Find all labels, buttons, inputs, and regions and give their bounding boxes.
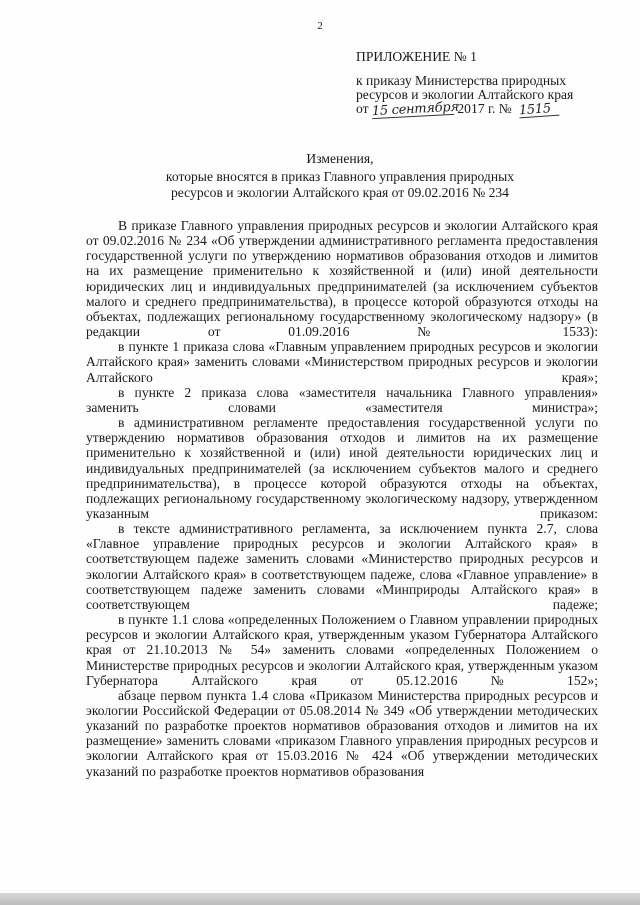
handwritten-number: 1515 [519, 103, 560, 119]
appendix-date-line [356, 99, 606, 120]
page-number: 2 [317, 20, 323, 32]
appendix-line-1: к приказу Министерства природных [356, 73, 567, 88]
from-prefix: от [356, 101, 369, 116]
paragraph-point-1-4: абзаце первом пункта 1.4 слова «Приказом Министерства природных ресурсов и экологии Российской Федерации от 05.08.2014 № 349 «Об утверждении методических указаний по разработке проектов нормативов образования отходов и лимитов на их размещение» заменить словами «приказом Главного управления природных ресурсов и экологии Алтайского края от 15.03.2016 № 424 «Об утверждении методических указаний по разработке проектов нормативов образования [86, 687, 598, 779]
year-text: 2017 г. № [457, 101, 512, 116]
heading-title: Изменения, [306, 151, 374, 166]
document-heading [80, 151, 600, 201]
heading-line-2: ресурсов и экологии Алтайского края от 09.02.2016 № 234 [171, 185, 509, 200]
appendix-block [356, 49, 606, 120]
paragraph-text-replace: в тексте административного регламента, за исключением пункта 2.7, слова «Главное управление природных ресурсов и экологии Алтайского края» в соответствующем падеже заменить словами «Министерство природных ресурсов и экологии Алтайского края» в соответствующем падеже, слова «Главное управление» в соответствующем падеже заменить словами «Минприроды Алтайского края» в соответствующем падеже; [86, 521, 598, 612]
handwritten-date: 15 сентября [371, 99, 459, 120]
scan-edge-strip [0, 893, 640, 905]
paragraph-regulation: в административном регламенте предоставления государственной услуги по утверждению нормативов образования отходов и лимитов на их размещение применительно к хозяйственной и (или) иной деятельности юридических лиц и индивидуальных предпринимателей (за исключением субъектов малого и среднего предпринимательства), в процессе которой образуются отходы на объектах, подлежащих региональному государственному экологическому надзору, утвержденном указанным приказом: [86, 415, 598, 521]
paragraph-intro: В приказе Главного управления природных ресурсов и экологии Алтайского края от 09.02.2016 № 234 «Об утверждении административного регламента предоставления государственной услуги по утверждению нормативов образования отходов и лимитов на их размещение применительно к хозяйственной и (или) иной деятельности юридических лиц и индивидуальных предпринимателей (за исключением субъектов малого и среднего предпринимательства), в процессе которой образуются отходы на объектах, подлежащих региональному государственному экологическому надзору» (в редакции от 01.09.2016 № 1533): [86, 218, 598, 340]
paragraph-point-1-1: в пункте 1.1 слова «определенных Положением о Главном управлении природных ресурсов и экологии Алтайского края, утвержденным указом Губернатора Алтайского края от 21.10.2013 № 54» заменить словами «определенных Положением о Министерстве природных ресурсов и экологии Алтайского края, утвержденным указом Губернатора Алтайского края от 05.12.2016 № 152»; [86, 612, 598, 688]
document-body [86, 218, 598, 779]
paragraph-point-1: в пункте 1 приказа слова «Главным управлением природных ресурсов и экологии Алтайского края» заменить словами «Министерством природных ресурсов и экологии Алтайского края»; [86, 339, 598, 385]
heading-line-1: которые вносятся в приказ Главного управления природных [165, 169, 515, 184]
appendix-line-2: ресурсов и экологии Алтайского края [356, 87, 574, 102]
paragraph-point-2: в пункте 2 приказа слова «заместителя начальника Главного управления» заменить словами «заместителя министра»; [86, 384, 598, 415]
appendix-title: ПРИЛОЖЕНИЕ № 1 [356, 49, 477, 64]
